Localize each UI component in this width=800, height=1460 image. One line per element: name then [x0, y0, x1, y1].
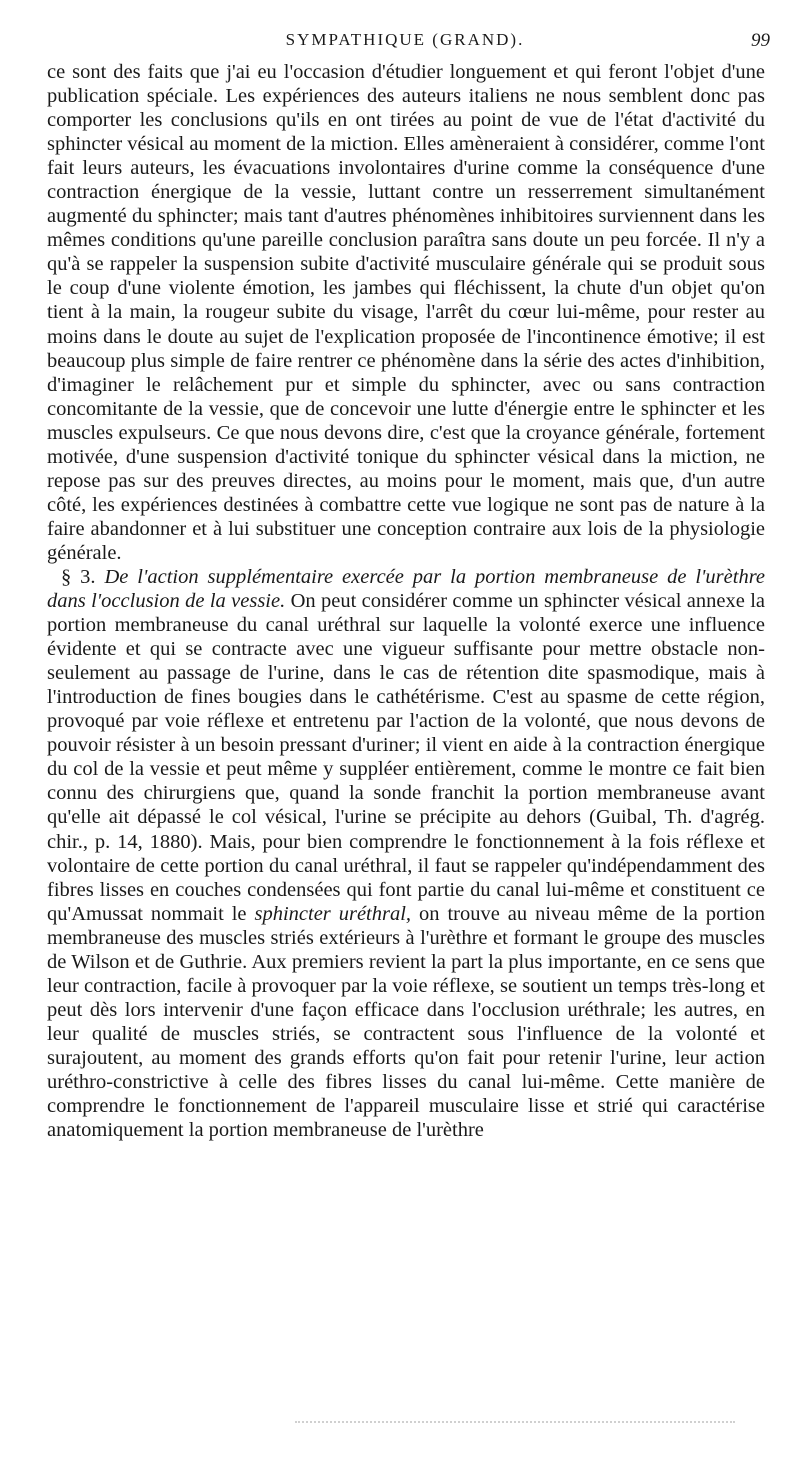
- bleed-through-trace: [295, 1418, 735, 1423]
- section-marker: § 3.: [61, 565, 96, 588]
- sphincter-urethral-term: sphincter uréthral,: [254, 902, 412, 925]
- body-text: [47, 60, 765, 1142]
- running-head: [40, 30, 770, 58]
- page-number: 99: [751, 30, 770, 51]
- paragraph-2-text-b: on trouve au niveau même de la portion membraneuse des muscles striés extérieurs à l'urèthre et formant le groupe des muscles de Wilson et de Guthrie. Aux premiers revient la part la plus importante, en ce sens que leur contraction, facile à provoquer par la voie réflexe, se soutient un temps très-long et peut dès lors intervenir d'une façon efficace dans l'occlusion uréthrale; les autres, en leur qualité de muscles striés, se contractent sous l'influence de la volonté et surajoutent, au moment des grands efforts qu'on fait pour retenir l'urine, leur action uréthro-constrictive à celle des fibres lisses du canal lui-même. Cette manière de comprendre le fonctionnement de l'appareil musculaire lisse et strié qui caractérise anatomiquement la portion membraneuse de l'urèthre: [47, 902, 765, 1142]
- running-title: SYMPATHIQUE (GRAND).: [285, 30, 525, 49]
- paragraph-1: ce sont des faits que j'ai eu l'occasion d'étudier longuement et qui feront l'objet d'une publication spéciale. Les expériences des auteurs italiens ne nous semblent donc pas comporter les conclusions qu'ils en ont tirées au point de vue de l'état d'activité du sphincter vésical au moment de la miction. Elles amèneraient à considérer, comme l'ont fait leurs auteurs, les évacuations involontaires d'urine comme la conséquence d'une contraction énergique de la vessie, luttant contre un resserrement simultanément augmenté du sphincter; mais tant d'autres phénomènes inhibitoires surviennent dans les mêmes conditions qu'une pareille conclusion paraîtra sans doute un peu forcée. Il n'y a qu'à se rappeler la suspension subite d'activité musculaire générale qui se produit sous le coup d'une violente émotion, les jambes qui fléchissent, la chute d'un objet qu'on tient à la main, la rougeur subite du visage, l'arrêt du cœur lui-même, pour rester au moins dans le doute au sujet de l'explication proposée de l'incontinence émotive; il est beaucoup plus simple de faire rentrer ce phénomène dans la série des actes d'inhibition, d'imaginer le relâchement pur et simple du sphincter, avec ou sans contraction concomitante de la vessie, que de concevoir une lutte d'énergie entre le sphincter et les muscles expulseurs. Ce que nous devons dire, c'est que la croyance générale, fortement motivée, d'une suspension d'activité tonique du sphincter vésical dans la miction, ne repose pas sur des preuves directes, au moins pour le moment, mais que, d'un autre côté, les expériences destinées à combattre cette vue logique ne sont pas de nature à la faire abandonner et à lui substituer une conception contraire aux lois de la physiologie générale.: [47, 61, 765, 564]
- section-title: De l'action supplémentaire exercée par la portion membraneuse de l'urèthre dans l'occlusion de la vessie.: [47, 565, 766, 613]
- paragraph-2-text-a: On peut considérer comme un sphincter vésical annexe la portion membraneuse du canal uréthral sur laquelle la volonté exerce une influence évidente et qui se contracte avec une vigueur suffisante pour mettre obstacle non-seulement au passage de l'urine, dans le cas de rétention dite spasmodique, mais à l'introduction de fines bougies dans le cathétérisme. C'est au spasme de cette région, provoqué par voie réflexe et entretenu par l'action de la volonté, que nous devons de pouvoir résister à un besoin pressant d'uriner; il vient en aide à la contraction énergique du col de la vessie et peut même y suppléer entièrement, comme le montre ce fait bien connu des chirurgiens que, quand la sonde franchit la portion membraneuse avant qu'elle ait dépassé le col vésical, l'urine se précipite au dehors (Guibal, Th. d'agrég. chir., p. 14, 1880). Mais, pour bien comprendre le fonctionnement à la fois réflexe et volontaire de cette portion du canal uréthral, il faut se rappeler qu'indépendamment des fibres lisses en couches condensées qui font partie du canal lui-même et constituent ce qu'Amussat nommait le: [47, 590, 765, 925]
- paragraph-2: [47, 565, 765, 1142]
